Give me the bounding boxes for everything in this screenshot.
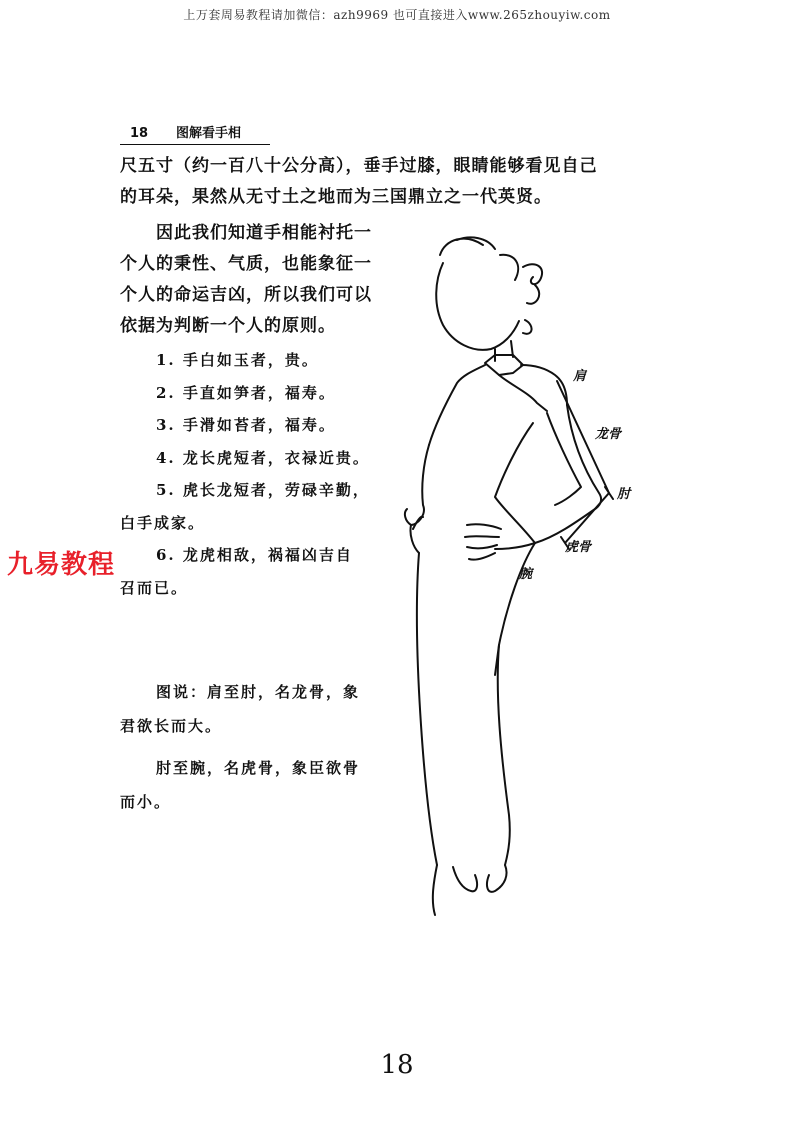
list-item: 1. 手白如玉者，贵。 <box>156 351 319 369</box>
list-item: 5. 虎长龙短者，劳碌辛勤， <box>156 481 370 499</box>
list-item: 3. 手滑如苔者，福寿。 <box>156 416 336 434</box>
face-outline <box>436 263 519 350</box>
figure-caption <box>120 675 395 819</box>
right-foot <box>487 865 507 892</box>
upper-arm <box>535 405 601 543</box>
label-shoulder: 肩 <box>573 369 587 384</box>
list-item: 2. 手直如笋者，福寿。 <box>156 383 336 402</box>
neck-outline <box>495 341 513 361</box>
body-paragraph <box>120 218 410 342</box>
arm-bend <box>495 423 535 543</box>
label-tiger-bone: 虎骨 <box>565 540 592 555</box>
caption-line: 君欲长而大。 <box>120 717 223 735</box>
text-line: 个人的命运吉凶，所以我们可以 <box>120 285 372 305</box>
collar-outline <box>485 355 523 375</box>
left-shoulder <box>429 365 485 445</box>
label-wrist: 腕 <box>519 567 533 582</box>
header-page-number: 18 <box>130 126 149 141</box>
caption-line: 图说：肩至肘，名龙骨，象 <box>156 683 361 701</box>
list-item: 6. 龙虎相敌，祸福凶吉自 <box>156 546 353 564</box>
text-line: 个人的秉性、气质，也能象征一 <box>120 254 372 274</box>
right-shoulder <box>521 365 567 405</box>
hair-outline <box>440 237 542 333</box>
inner-arm <box>547 413 581 505</box>
list-item-continuation: 白手成家。 <box>120 513 206 532</box>
text-line: 的耳朵，果然从无寸土之地而为三国鼎立之一代英贤。 <box>120 187 552 207</box>
text-line: 因此我们知道手相能衬托一 <box>156 223 372 243</box>
list-item: 4. 龙长虎短者，衣禄近贵。 <box>156 448 370 467</box>
body-left-side <box>410 445 429 553</box>
qipao-woman-illustration <box>395 225 645 925</box>
watermark: 九易教程 <box>7 550 116 580</box>
dress-right-edge <box>498 543 535 865</box>
label-dragon-bone: 龙骨 <box>595 427 622 442</box>
caption-line: 肘至腕，名虎骨，象臣欲骨 <box>156 759 361 777</box>
running-header <box>120 122 270 145</box>
left-foot <box>433 865 477 915</box>
dress-placket <box>499 375 547 411</box>
list-item-continuation: 召而已。 <box>120 578 189 597</box>
header-title: 图解看手相 <box>176 126 242 141</box>
top-banner: 上万套周易教程请加微信：azh9969 也可直接进入www.265zhouyiw.com <box>183 8 611 22</box>
text-line: 尺五寸（约一百八十公分高），垂手过膝，眼睛能够看见自己 <box>120 156 598 176</box>
caption-line: 而小。 <box>120 793 172 811</box>
dress-left-edge <box>417 553 437 865</box>
text-line: 依据为判断一个人的原则。 <box>120 316 336 336</box>
intro-paragraph <box>120 151 598 213</box>
page-number: 18 <box>380 1050 414 1080</box>
label-elbow: 肘 <box>617 487 631 502</box>
rules-list <box>120 344 395 604</box>
